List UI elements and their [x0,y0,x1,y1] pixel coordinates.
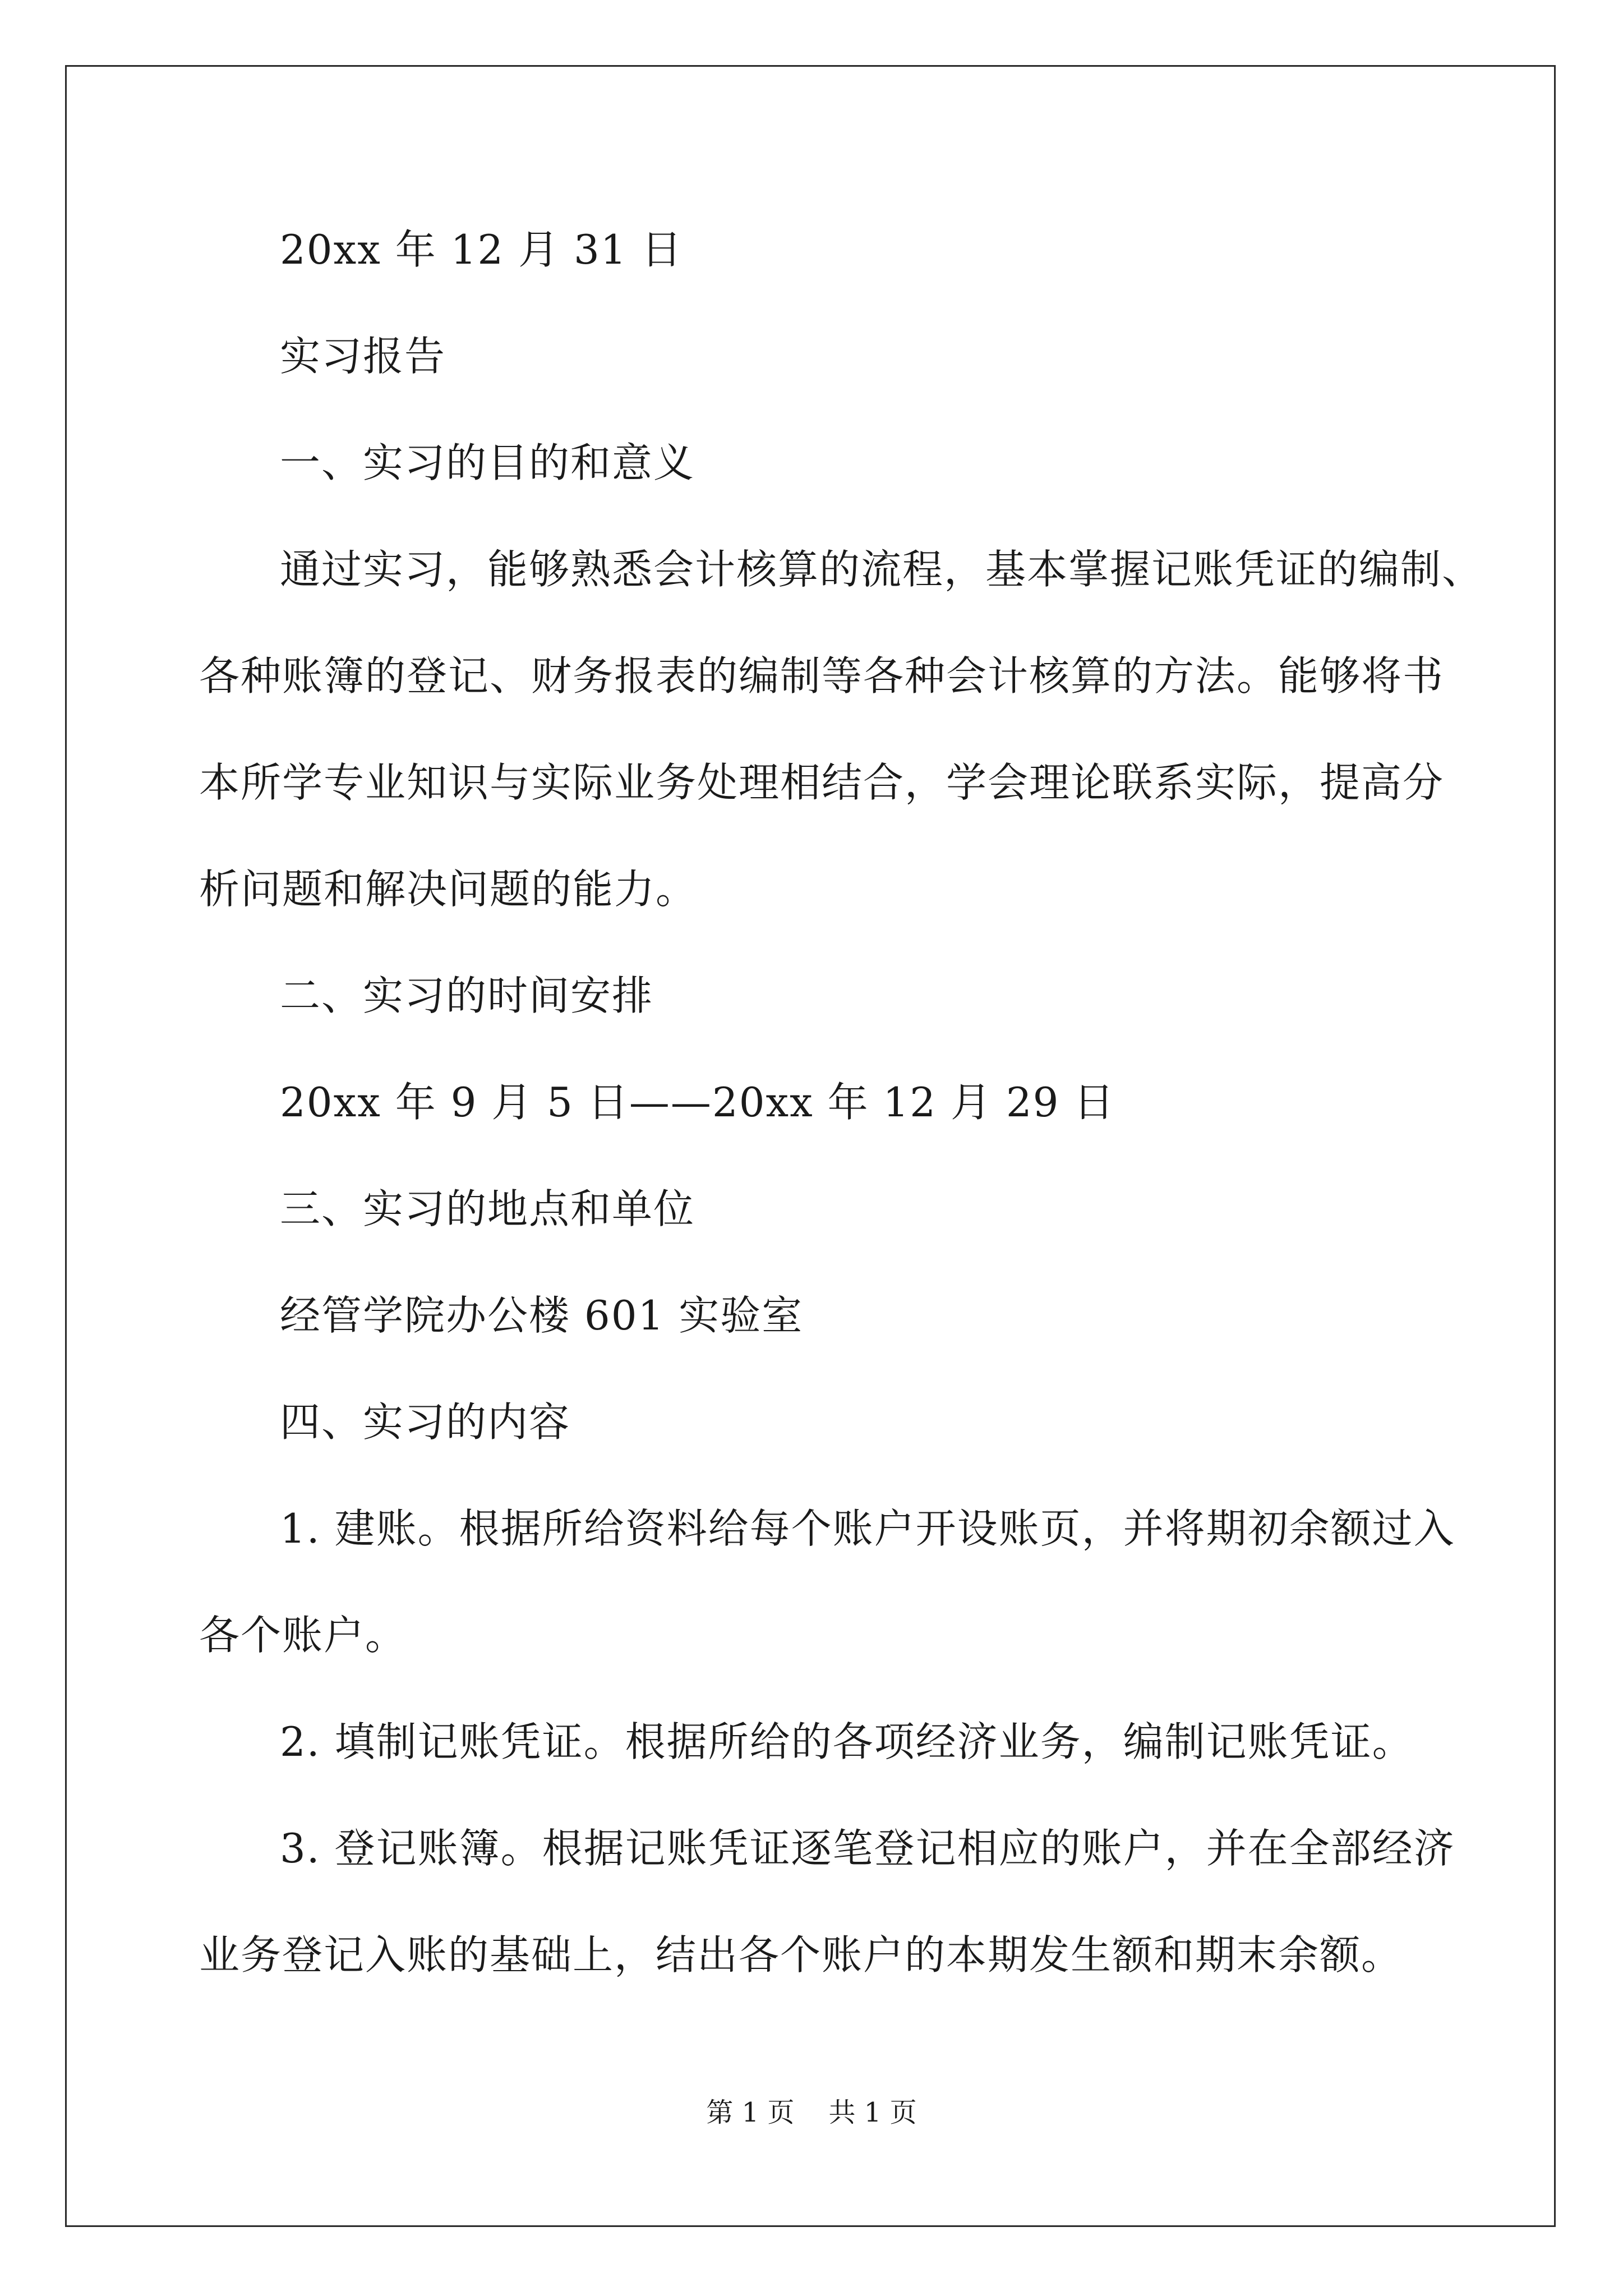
date-line: 20xx 年 12 月 31 日 [280,226,683,273]
paragraph-line: 本所学专业知识与实际业务处理相结合，学会理论联系实际，提高分 [199,759,1445,806]
list-item-1-continued: 各个账户。 [199,1612,407,1659]
paragraph-line: 通过实习，能够熟悉会计核算的流程，基本掌握记账凭证的编制、 [280,546,1484,593]
section-heading-4: 四、实习的内容 [280,1398,571,1446]
paragraph-line: 析问题和解决问题的能力。 [199,866,698,913]
section-heading-2: 二、实习的时间安排 [280,972,654,1019]
list-item-3: 3. 登记账簿。根据记账凭证逐笔登记相应的账户，并在全部经济 [280,1825,1455,1872]
list-item-1: 1. 建账。根据所给资料给每个账户开设账页，并将期初余额过入 [280,1505,1455,1552]
section-heading-1: 一、实习的目的和意义 [280,439,695,486]
paragraph-line: 各种账簿的登记、财务报表的编制等各种会计核算的方法。能够将书 [199,652,1445,700]
location-line: 经管学院办公楼 601 实验室 [280,1292,804,1339]
list-item-2: 2. 填制记账凭证。根据所给的各项经济业务，编制记账凭证。 [280,1718,1414,1765]
page-border [65,65,1556,2227]
list-item-3-continued: 业务登记入账的基础上，结出各个账户的本期发生额和期末余额。 [199,1931,1403,1978]
date-range-line: 20xx 年 9 月 5 日——20xx 年 12 月 29 日 [280,1079,1115,1126]
page-number-label: 第 1 页 共 1 页 [706,2097,917,2128]
section-heading-3: 三、实习的地点和单位 [280,1185,695,1232]
report-title: 实习报告 [280,333,446,380]
page-footer [0,2096,1623,2129]
